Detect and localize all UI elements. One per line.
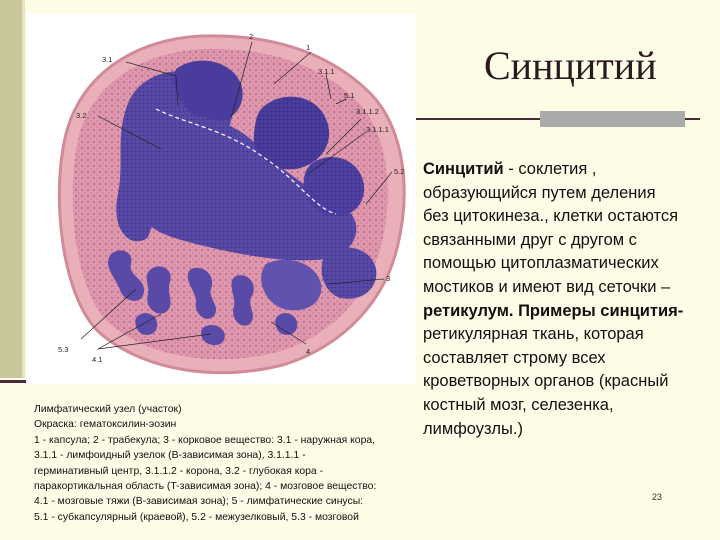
figure-label-3-1: 3.1 (102, 55, 113, 64)
figure-label-3-1-1-2: 3.1.1.2 (356, 107, 379, 116)
figure-label-5-2: 5.2 (394, 167, 405, 176)
caption-line: 5.1 - субкапсулярный (краевой), 5.2 - межузелковый, 5.3 - мозговой (34, 511, 359, 523)
decorative-side-bar (0, 0, 22, 378)
figure-label-1: 1 (306, 43, 311, 52)
figure-label-3-1-1-1: 3.1.1.1 (366, 125, 389, 134)
caption-line: герминативный центр, 3.1.1.2 - корона, 3.2 - глубокая кора - (34, 465, 324, 477)
lymph-node-illustration (26, 14, 416, 384)
figure-label-3-2: 3.2 (76, 111, 87, 120)
caption-line: 3.1.1 - лимфоидный узелок (B-зависимая зона), 3.1.1.1 - (34, 450, 306, 462)
caption-line: Лимфатический узел (участок) (34, 404, 182, 415)
figure-label-2: 2 (249, 32, 254, 41)
figure-label-4-1: 4.1 (92, 355, 103, 364)
figure-label-3-1-1: 3.1.1 (318, 67, 335, 76)
definition-term-2: ретикулум. Примеры синцития- (423, 301, 684, 320)
decorative-gray-block (540, 111, 685, 127)
definition-text (423, 158, 685, 441)
histology-figure (26, 14, 416, 384)
caption-line: Окраска: гематоксилин-эозин (34, 419, 177, 431)
caption-line: 1 - капсула; 2 - трабекула; 3 - корковое вещество: 3.1 - наружная кора, (34, 434, 376, 446)
figure-label-4: 4 (306, 347, 311, 356)
caption-line: 4.1 - мозговые тяжи (B-зависимая зона); 5 - лимфатические синусы: (34, 496, 364, 508)
definition-term: Синцитий (423, 160, 504, 178)
decorative-side-shadow (22, 0, 25, 378)
definition-text-part1: - соклетия , образующийся путем деления без цитокинеза., клетки остаются связанными друг с другом с помощью цитоплазматических мостиков и имеют вид сеточки – (423, 160, 679, 296)
slide-title: Синцитий (484, 43, 657, 88)
figure-label-5-3: 5.3 (58, 345, 69, 354)
figure-label-3: 3 (386, 274, 391, 283)
caption-line: паракортикальная область (T-зависимая зона); 4 - мозговое вещество: (34, 481, 377, 493)
figure-caption (34, 402, 414, 525)
slide-number: 23 (652, 492, 663, 502)
figure-label-5-1: 5.1 (344, 91, 355, 100)
definition-text-part2: ретикулярная ткань, которая составляет строму всех кроветворных органов (красный костный мозг, селезенка, лимфоузлы.) (423, 325, 669, 438)
